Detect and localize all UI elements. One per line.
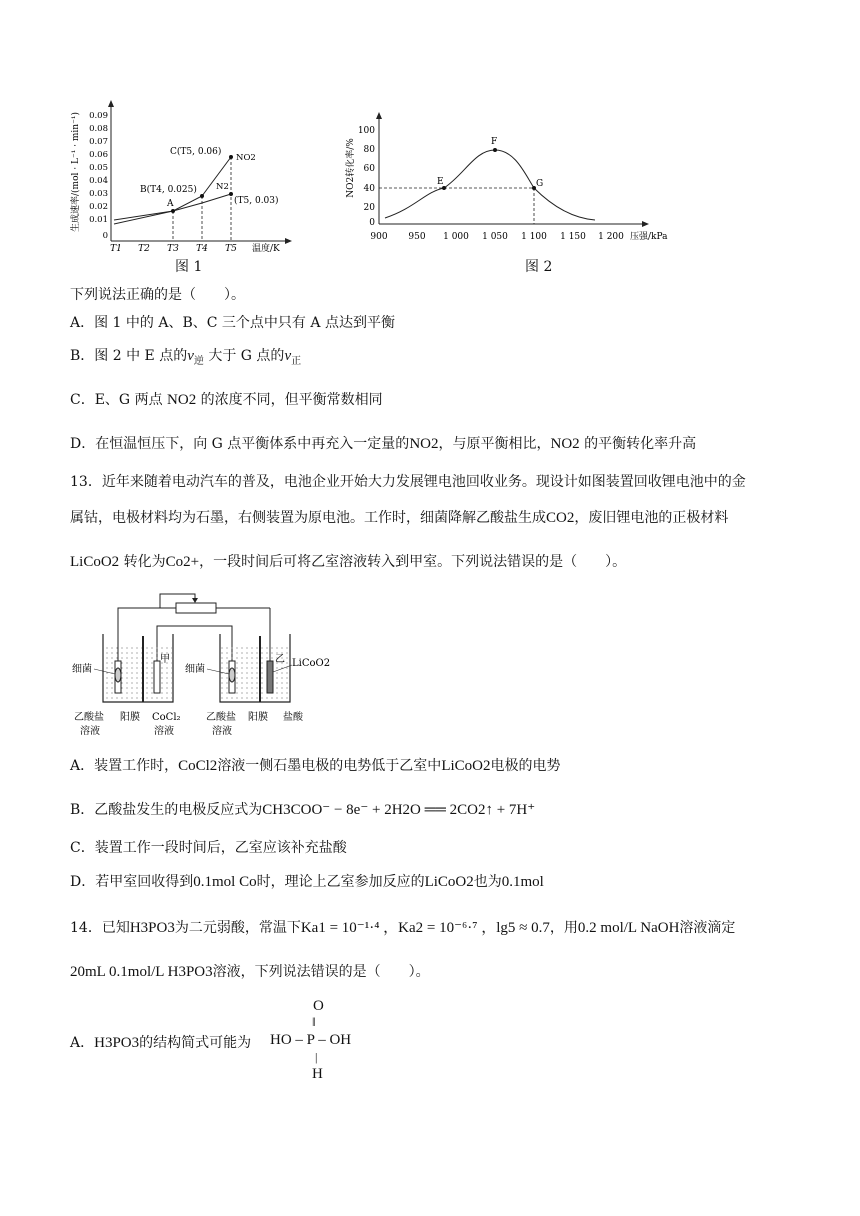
label-membrane-left: 阳膜: [120, 712, 140, 723]
fig1-ytick: 0.03: [89, 189, 108, 199]
fig1-ylabel: 生成速率/(mol · L⁻¹ · min⁻¹): [71, 112, 81, 232]
fig2-label-f: F: [491, 137, 498, 147]
fig1-ytick: 0.07: [89, 137, 108, 147]
fig1-point-c: [229, 155, 233, 159]
fig2-xtick: 1 100: [521, 232, 547, 242]
fig1-label-c: C(T5, 0.06): [170, 147, 222, 157]
fig1-point-t5: [229, 192, 233, 196]
electrode-licoo2: [267, 661, 273, 693]
fig1-xtick: T2: [138, 244, 150, 253]
fig1-ytick: 0.05: [89, 163, 108, 173]
figure-1-chart: [66, 98, 296, 253]
fig2-xtick: 900: [370, 232, 388, 242]
q13-diagram: [70, 586, 370, 746]
fig1-label-b: B(T4, 0.025): [140, 185, 197, 195]
q12-stem: 下列说法正确的是（ ）。: [70, 287, 245, 303]
figure-2-chart: [345, 112, 710, 246]
fig2-label-g: G: [536, 179, 544, 189]
fig1-label-t5pt: (T5, 0.03): [234, 196, 279, 206]
electrode: [154, 661, 160, 693]
label-membrane-right: 阳膜: [248, 712, 268, 723]
fig1-point-a: [171, 209, 175, 213]
fig1-xtick: T3: [167, 244, 179, 253]
fig1-xtick: T5: [225, 244, 237, 253]
fig1-ytick: 0.08: [89, 124, 108, 134]
fig1-label-n2: N2: [216, 182, 229, 192]
fig1-ytick: 0.04: [89, 176, 108, 186]
fig2-ylabel: NO2转化率/%: [346, 138, 356, 198]
structure-double-bond: ‖: [312, 1014, 316, 1029]
fig2-xtick: 1 150: [560, 232, 586, 242]
fig1-ytick: 0.09: [89, 111, 108, 121]
label-yi: 乙: [275, 654, 285, 665]
fig2-point-f: [493, 148, 497, 152]
fig1-label-no2: NO2: [236, 153, 256, 163]
structure-single-bond: |: [315, 1050, 318, 1064]
rheostat: [176, 603, 216, 613]
fig2-ytick: 100: [357, 126, 375, 136]
fig2-xtick: 1 000: [443, 232, 469, 242]
structure-o: O: [313, 998, 324, 1014]
label-acetate-left: 乙酸盐: [74, 712, 104, 723]
fig2-ytick: 60: [363, 164, 375, 174]
fig2-caption: 图 2: [525, 259, 553, 275]
q13-line-3: LiCoO2 转化为Co2+，一段时间后可将乙室溶液转入到甲室。下列说法错误的是（ ）。: [70, 554, 627, 570]
label-cocl2: CoCl₂: [152, 712, 181, 723]
svg-text:溶液: 溶液: [154, 726, 174, 737]
fig2-xtick: 1 200: [598, 232, 624, 242]
fig1-xlabel: 温度/K: [252, 244, 280, 253]
q13-line-2: 属钴，电极材料均为石墨，右侧装置为原电池。工作时，细菌降解乙酸盐生成CO2，废旧锂电池的正极材料: [70, 510, 729, 526]
fig1-label-a: A: [167, 199, 174, 209]
label-bacteria-left: 细菌: [72, 664, 92, 675]
fig2-ytick: 40: [363, 184, 375, 194]
fig2-xtick: 1 050: [482, 232, 508, 242]
bacteria: [229, 668, 235, 682]
fig2-curve: [385, 150, 595, 220]
fig2-ytick: 80: [363, 145, 375, 155]
structure-main: HO – P – OH: [270, 1032, 352, 1048]
fig1-ytick: 0.06: [89, 150, 108, 160]
q12-option-c: C．E、G 两点 NO2 的浓度不同，但平衡常数相同: [70, 392, 383, 408]
structure-h: H: [312, 1066, 323, 1082]
fig2-xtick: 950: [408, 232, 426, 242]
label-licoo2: LiCoO2: [292, 658, 331, 669]
q12-option-d: D．在恒温恒压下，向 G 点平衡体系中再充入一定量的NO2，与原平衡相比，NO2 的平衡转化率升高: [70, 436, 697, 452]
q13-line-1: 13．近年来随着电动汽车的普及，电池企业开始大力发展锂电池回收业务。现设计如图装置回收锂电池中的金: [70, 474, 746, 490]
q12-option-b: B．图 2 中 E 点的$v_逆$ 大于 G 点的$v_正$: [70, 348, 302, 367]
label-acetate-right: 乙酸盐: [206, 712, 236, 723]
fig2-label-e: E: [437, 177, 444, 187]
q13-option-d: D．若甲室回收得到0.1mol Co时，理论上乙室参加反应的LiCoO2也为0.1mol: [70, 874, 544, 890]
q13-option-b: B．乙酸盐发生的电极反应式为CH3COO⁻ − 8e⁻ + 2H2O ══ 2CO2↑ + 7H⁺: [70, 802, 536, 818]
svg-text:溶液: 溶液: [212, 726, 232, 737]
svg-text:溶液: 溶液: [80, 726, 100, 737]
q12-option-a: A．图 1 中的 A、B、C 三个点中只有 A 点达到平衡: [70, 315, 395, 331]
fig1-ytick: 0.01: [89, 215, 108, 225]
fig2-ytick: 0: [369, 218, 375, 228]
label-bacteria-right: 细菌: [185, 664, 205, 675]
bacteria: [115, 668, 121, 682]
fig1-caption: 图 1: [175, 259, 203, 275]
q14-line-1: 14．已知H3PO3为二元弱酸，常温下Ka1 = 10⁻¹·⁴ ，Ka2 = 10⁻⁶·⁷ ，lg5 ≈ 0.7，用0.2 mol/L NaOH溶液滴定: [70, 920, 736, 936]
q14-line-2: 20mL 0.1mol/L H3PO3溶液，下列说法错误的是（ ）。: [70, 964, 430, 980]
fig1-ytick: 0: [102, 231, 108, 241]
fig1-point-b: [200, 194, 204, 198]
fig1-xtick: T1: [110, 244, 122, 253]
q13-option-a: A．装置工作时，CoCl2溶液一侧石墨电极的电势低于乙室中LiCoO2电极的电势: [70, 758, 561, 774]
fig2-xlabel: 压强/kPa: [630, 232, 668, 242]
q14-option-a: A．H3PO3的结构简式可能为: [70, 1035, 252, 1051]
fig1-xtick: T4: [196, 244, 208, 253]
fig2-ytick: 20: [363, 203, 375, 213]
q13-option-c: C．装置工作一段时间后，乙室应该补充盐酸: [70, 840, 347, 856]
fig1-ytick: 0.02: [89, 202, 108, 212]
label-jia: 甲: [160, 654, 170, 665]
label-hcl: 盐酸: [283, 712, 303, 723]
